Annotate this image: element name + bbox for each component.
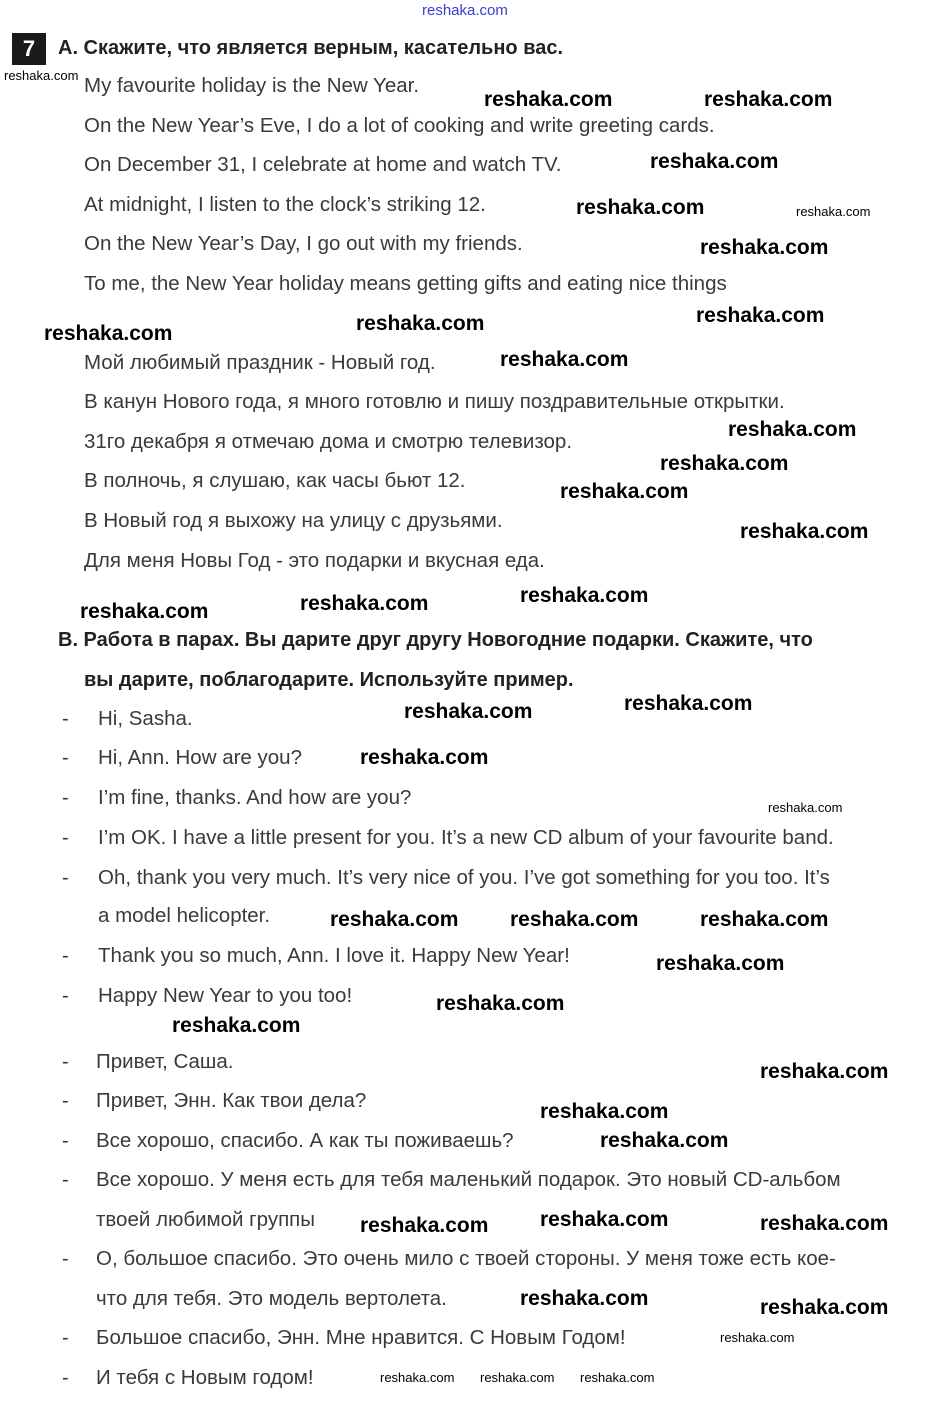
watermark-text: reshaka.com: [704, 88, 833, 111]
watermark-text: reshaka.com: [600, 1129, 729, 1152]
dialog-line-ru: И тебя с Новым годом!: [96, 1366, 314, 1389]
watermark-text: reshaka.com: [356, 312, 485, 335]
watermark-text: reshaka.com: [540, 1208, 669, 1231]
watermark-text: reshaka.com: [700, 908, 829, 931]
english-line: To me, the New Year holiday means getting gifts and eating nice things: [84, 272, 727, 295]
watermark-text: reshaka.com: [520, 584, 649, 607]
watermark-text: reshaka.com: [330, 908, 459, 931]
russian-line: Для меня Новы Год - это подарки и вкусная еда.: [84, 549, 545, 572]
watermark-text: reshaka.com: [360, 1214, 489, 1237]
watermark-text: reshaka.com: [700, 236, 829, 259]
dialog-line-ru: что для тебя. Это модель вертолета.: [96, 1287, 447, 1310]
dialog-dash: -: [62, 945, 69, 967]
watermark-text: reshaka.com: [796, 204, 871, 219]
dialog-dash: -: [62, 867, 69, 889]
dialog-dash: -: [62, 708, 69, 730]
section-a-heading: A. Скажите, что является верным, касательно вас.: [58, 37, 564, 59]
watermark-text: reshaka.com: [650, 150, 779, 173]
watermark-text: reshaka.com: [720, 1330, 795, 1345]
russian-line: В Новый год я выхожу на улицу с друзьями.: [84, 509, 503, 532]
russian-line: 31го декабря я отмечаю дома и смотрю телевизор.: [84, 430, 573, 453]
english-line: At midnight, I listen to the clock’s striking 12.: [84, 193, 486, 216]
watermark-text: reshaka.com: [740, 520, 869, 543]
dialog-dash: -: [62, 1327, 69, 1349]
dialog-line-ru: Все хорошо, спасибо. А как ты поживаешь?: [96, 1129, 514, 1152]
russian-line: Мой любимый праздник - Новый год.: [84, 351, 436, 374]
watermark-text: reshaka.com: [422, 2, 508, 19]
dialog-line-en: a model helicopter.: [98, 904, 271, 927]
dialog-dash: -: [62, 787, 69, 809]
dialog-dash: -: [62, 1367, 69, 1389]
watermark-text: reshaka.com: [576, 196, 705, 219]
dialog-dash: -: [62, 1248, 69, 1270]
watermark-text: reshaka.com: [436, 992, 565, 1015]
dialog-line-ru: Все хорошо. У меня есть для тебя маленький подарок. Это новый CD-альбом: [96, 1168, 841, 1191]
watermark-text: reshaka.com: [510, 908, 639, 931]
dialog-line-en: Thank you so much, Ann. I love it. Happy New Year!: [98, 944, 570, 967]
watermark-text: reshaka.com: [404, 700, 533, 723]
dialog-dash: -: [62, 1130, 69, 1152]
watermark-text: reshaka.com: [480, 1370, 555, 1385]
dialog-line-en: Hi, Ann. How are you?: [98, 746, 302, 769]
russian-line: В полночь, я слушаю, как часы бьют 12.: [84, 469, 466, 492]
dialog-dash: -: [62, 985, 69, 1007]
russian-line: В канун Нового года, я много готовлю и пишу поздравительные открытки.: [84, 390, 785, 413]
dialog-line-ru: Большое спасибо, Энн. Мне нравится. С Новым Годом!: [96, 1326, 626, 1349]
dialog-dash: -: [62, 747, 69, 769]
dialog-dash: -: [62, 1090, 69, 1112]
watermark-text: reshaka.com: [500, 348, 629, 371]
watermark-text: reshaka.com: [656, 952, 785, 975]
watermark-text: reshaka.com: [520, 1287, 649, 1310]
watermark-text: reshaka.com: [660, 452, 789, 475]
watermark-text: reshaka.com: [560, 480, 689, 503]
english-line: My favourite holiday is the New Year.: [84, 74, 420, 97]
dialog-line-en: Happy New Year to you too!: [98, 984, 353, 1007]
section-b-heading-cont: вы дарите, поблагодарите. Используйте пример.: [84, 669, 574, 691]
section-b-heading: B. Работа в парах. Вы дарите друг другу Новогодние подарки. Скажите, что: [58, 629, 813, 651]
watermark-text: reshaka.com: [484, 88, 613, 111]
watermark-text: reshaka.com: [300, 592, 429, 615]
dialog-line-ru: Привет, Саша.: [96, 1050, 234, 1073]
dialog-dash: -: [62, 1051, 69, 1073]
watermark-text: reshaka.com: [768, 800, 843, 815]
watermark-text: reshaka.com: [624, 692, 753, 715]
watermark-text: reshaka.com: [172, 1014, 301, 1037]
watermark-text: reshaka.com: [80, 600, 209, 623]
english-line: On the New Year’s Eve, I do a lot of cooking and write greeting cards.: [84, 114, 715, 137]
dialog-dash: -: [62, 827, 69, 849]
dialog-line-en: I’m OK. I have a little present for you. It’s a new CD album of your favourite band.: [98, 826, 834, 849]
dialog-dash: -: [62, 1169, 69, 1191]
watermark-text: reshaka.com: [696, 304, 825, 327]
dialog-line-en: Hi, Sasha.: [98, 707, 193, 730]
dialog-line-ru: Привет, Энн. Как твои дела?: [96, 1089, 367, 1112]
english-line: On December 31, I celebrate at home and watch TV.: [84, 153, 562, 176]
dialog-line-ru: твоей любимой группы: [96, 1208, 316, 1231]
exercise-number: 7: [12, 33, 46, 65]
watermark-text: reshaka.com: [380, 1370, 455, 1385]
watermark-text: reshaka.com: [4, 68, 79, 83]
dialog-line-ru: О, большое спасибо. Это очень мило с твоей стороны. У меня тоже есть кое-: [96, 1247, 836, 1270]
watermark-text: reshaka.com: [580, 1370, 655, 1385]
watermark-text: reshaka.com: [540, 1100, 669, 1123]
english-line: On the New Year’s Day, I go out with my friends.: [84, 232, 523, 255]
watermark-text: reshaka.com: [760, 1296, 889, 1319]
dialog-line-en: Oh, thank you very much. It’s very nice of you. I’ve got something for you too. It’s: [98, 866, 830, 889]
watermark-text: reshaka.com: [760, 1060, 889, 1083]
watermark-text: reshaka.com: [728, 418, 857, 441]
watermark-text: reshaka.com: [44, 322, 173, 345]
dialog-line-en: I’m fine, thanks. And how are you?: [98, 786, 412, 809]
watermark-text: reshaka.com: [760, 1212, 889, 1235]
watermark-text: reshaka.com: [360, 746, 489, 769]
